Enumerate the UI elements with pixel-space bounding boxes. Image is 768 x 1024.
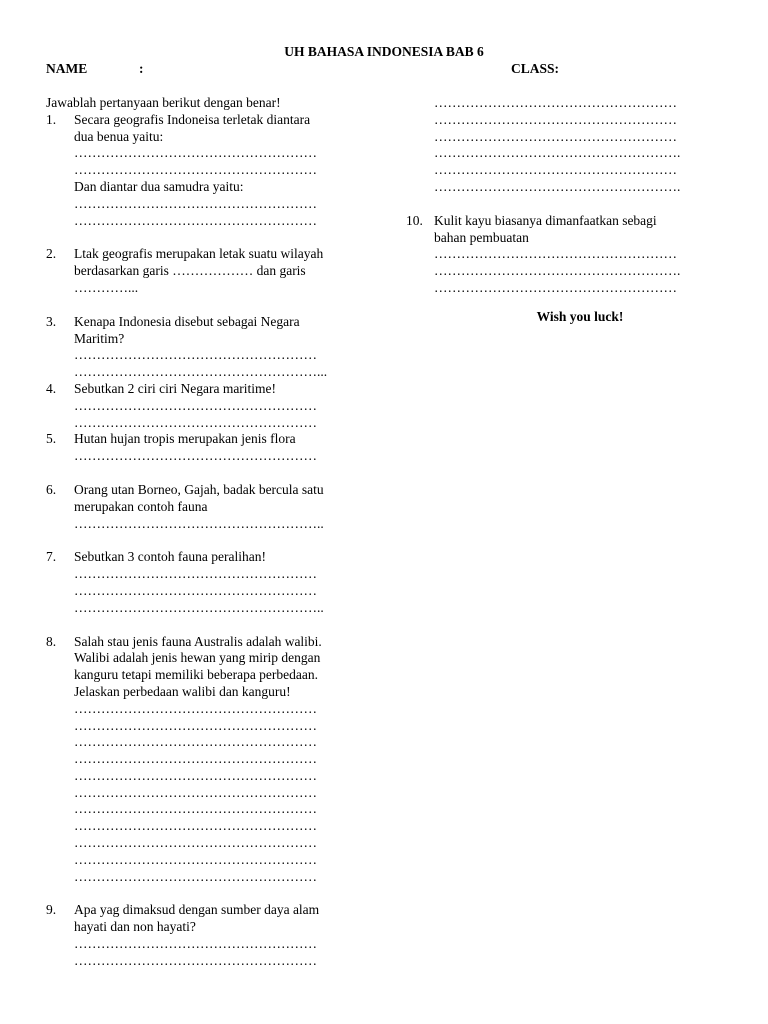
- class-label: CLASS:: [511, 61, 560, 76]
- answer-line[interactable]: ………………………………………………: [74, 347, 317, 363]
- question-10: [406, 213, 736, 297]
- question-text: Maritim?: [74, 330, 125, 346]
- question-text: Apa yag dimaksud dengan sumber daya alam: [74, 902, 320, 918]
- question-3: [46, 314, 386, 381]
- question-number: 4.: [46, 380, 57, 396]
- answer-line[interactable]: ………………………………………………: [74, 868, 317, 884]
- question-number: 2.: [46, 246, 57, 262]
- question-text: berdasarkan garis ……………… dan garis: [74, 263, 306, 279]
- question-text: merupakan contoh fauna: [74, 498, 208, 514]
- answer-line[interactable]: ………………………………………………: [74, 566, 317, 582]
- answer-line[interactable]: ………………………………………………: [74, 717, 317, 733]
- answer-line[interactable]: ………………………………………………: [74, 936, 317, 952]
- question-text: Secara geografis Indoneisa terletak diantara: [74, 111, 311, 127]
- question-2: [46, 246, 386, 296]
- question-5: [46, 431, 386, 465]
- question-text: Orang utan Borneo, Gajah, badak bercula satu: [74, 481, 324, 497]
- answer-line[interactable]: ………………………………………………: [74, 767, 317, 783]
- answer-line[interactable]: ………………………………………………: [74, 751, 317, 767]
- answer-line[interactable]: ……………………………………………….: [434, 178, 681, 194]
- name-colon: :: [139, 61, 144, 76]
- question-text: Sebutkan 2 ciri ciri Negara maritime!: [74, 380, 277, 396]
- answer-line[interactable]: ………………………………………………: [74, 145, 317, 161]
- left-column: [46, 95, 386, 970]
- question-text: Salah stau jenis fauna Australis adalah walibi.: [74, 633, 322, 649]
- question-text: Ltak geografis merupakan letak suatu wilayah: [74, 246, 324, 262]
- closing-message: Wish you luck!: [536, 308, 624, 324]
- answer-line[interactable]: ………………………………………………: [434, 111, 677, 127]
- answer-line[interactable]: ………………………………………………: [74, 801, 317, 817]
- question-text: …………...: [74, 279, 139, 295]
- answer-line[interactable]: ………………………………………………: [74, 952, 317, 968]
- question-number: 3.: [46, 313, 57, 329]
- answer-line[interactable]: ……………………………………………….: [434, 263, 681, 279]
- answer-line[interactable]: ………………………………………………: [434, 95, 677, 110]
- continued-answers: [406, 95, 736, 196]
- question-text: bahan pembuatan: [434, 229, 529, 245]
- answer-line[interactable]: ………………………………………………: [74, 851, 317, 867]
- question-number: 5.: [46, 431, 57, 447]
- answer-line[interactable]: ………………………………………………: [74, 195, 317, 211]
- question-number: 6.: [46, 481, 57, 497]
- answer-line[interactable]: ………………………………………………: [434, 279, 677, 295]
- answer-line[interactable]: ………………………………………………: [74, 835, 317, 851]
- answer-line[interactable]: ………………………………………………: [74, 397, 317, 413]
- question-number: 9.: [46, 902, 57, 918]
- question-text: Jelaskan perbedaan walibi dan kanguru!: [74, 683, 291, 699]
- question-number: 1.: [46, 111, 57, 127]
- answer-line[interactable]: ………………………………………………: [434, 162, 677, 178]
- question-text: Kenapa Indonesia disebut sebagai Negara: [74, 313, 300, 329]
- answer-line[interactable]: ………………………………………………...: [74, 364, 328, 380]
- question-7: [46, 549, 386, 616]
- question-6: [46, 482, 386, 532]
- question-8: [46, 634, 386, 886]
- question-number: 10.: [406, 212, 423, 228]
- question-9: [46, 902, 386, 969]
- question-text: dua benua yaitu:: [74, 128, 164, 144]
- answer-line[interactable]: ………………………………………………: [74, 818, 317, 834]
- answer-line[interactable]: ………………………………………………: [74, 212, 317, 228]
- question-text: Sebutkan 3 contoh fauna peralihan!: [74, 549, 266, 565]
- question-text: Walibi adalah jenis hewan yang mirip dengan: [74, 650, 321, 666]
- answer-line[interactable]: ………………………………………………: [74, 700, 317, 716]
- question-text: kanguru tetapi memiliki beberapa perbedaan.: [74, 667, 319, 683]
- question-1: [46, 112, 386, 230]
- question-number: 8.: [46, 633, 57, 649]
- answer-line[interactable]: ………………………………………………: [74, 448, 317, 464]
- document-title: UH BAHASA INDONESIA BAB 6: [284, 44, 484, 59]
- question-text: Hutan hujan tropis merupakan jenis flora: [74, 431, 296, 447]
- answer-line[interactable]: ………………………………………………: [434, 128, 677, 144]
- right-column: [406, 95, 736, 326]
- instruction: Jawablah pertanyaan berikut dengan benar!: [46, 95, 281, 110]
- answer-line[interactable]: ………………………………………………: [74, 582, 317, 598]
- answer-line[interactable]: ………………………………………………..: [74, 515, 324, 531]
- question-text: Kulit kayu biasanya dimanfaatkan sebagi: [434, 212, 657, 228]
- question-text: Dan diantar dua samudra yaitu:: [74, 178, 244, 194]
- answer-line[interactable]: ………………………………………………: [74, 414, 317, 430]
- name-label: NAME: [46, 61, 88, 76]
- answer-line[interactable]: ………………………………………………: [74, 734, 317, 750]
- answer-line[interactable]: ………………………………………………: [74, 784, 317, 800]
- answer-line[interactable]: ……………………………………………….: [434, 145, 681, 161]
- question-number: 7.: [46, 549, 57, 565]
- question-4: [46, 381, 386, 431]
- answer-line[interactable]: ………………………………………………: [434, 246, 677, 262]
- answer-line[interactable]: ………………………………………………: [74, 162, 317, 178]
- question-text: hayati dan non hayati?: [74, 919, 196, 935]
- answer-line[interactable]: ………………………………………………..: [74, 599, 324, 615]
